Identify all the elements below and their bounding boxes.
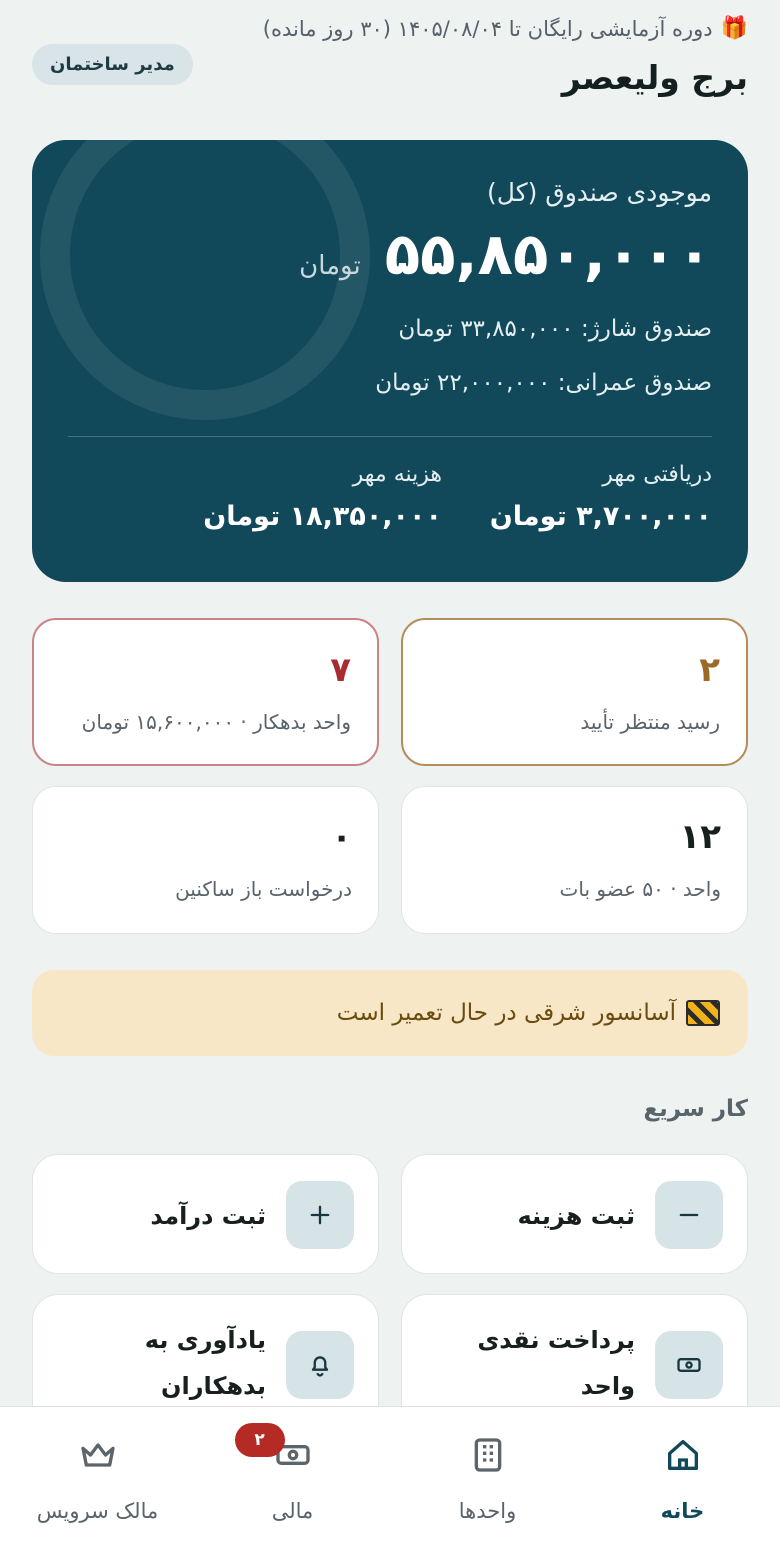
trial-text: دوره آزمایشی رایگان تا ۱۴۰۵/۰۸/۰۴ (۳۰ روز مانده) — [262, 16, 713, 41]
units-count: ۱۲ — [679, 817, 721, 857]
received-label: دریافتی مهر — [602, 462, 712, 487]
requests-card[interactable] — [32, 786, 379, 934]
card-divider — [68, 436, 712, 437]
monthly-received — [490, 462, 712, 532]
record-expense-button[interactable] — [401, 1154, 748, 1274]
pending-receipts-card[interactable] — [401, 618, 748, 766]
total-balance-label: موجودی صندوق (کل) — [487, 178, 712, 207]
construction-fund: صندوق عمرانی: ۲۲,۰۰۰,۰۰۰ تومان — [375, 370, 712, 396]
cash-payment-label: پرداخت نقدی واحد — [477, 1326, 635, 1400]
crown-icon — [78, 1435, 118, 1475]
remind-debtors-label: یادآوری به بدهکاران — [144, 1326, 266, 1400]
nav-home[interactable] — [585, 1407, 780, 1560]
debtor-count: ۷ — [330, 650, 351, 690]
quick-actions-title: کار سریع — [643, 1096, 748, 1122]
bottom-navigation — [0, 1406, 780, 1560]
finance-badge: ۲ — [235, 1423, 285, 1457]
total-balance-row — [299, 220, 712, 288]
nav-service-owner-label: مالک سرویس — [36, 1499, 159, 1523]
expense-value: ۱۸,۳۵۰,۰۰۰ تومان — [203, 501, 442, 532]
pending-count: ۲ — [699, 650, 720, 690]
total-balance-unit: تومان — [299, 251, 361, 281]
nav-finance-label: مالی — [271, 1499, 314, 1523]
record-income-button[interactable] — [32, 1154, 379, 1274]
announcement-banner[interactable] — [32, 970, 748, 1056]
nav-units[interactable] — [390, 1407, 585, 1560]
requests-count: ۰ — [331, 817, 352, 857]
debtor-label: واحد بدهکار · ۱۵,۶۰۰,۰۰۰ تومان — [81, 710, 351, 734]
cash-icon — [655, 1331, 723, 1399]
fund-balance-card[interactable] — [32, 140, 748, 582]
record-income-label: ثبت درآمد — [150, 1202, 266, 1230]
nav-home-label: خانه — [660, 1499, 705, 1523]
charge-fund: صندوق شارژ: ۳۳,۸۵۰,۰۰۰ تومان — [398, 316, 712, 342]
construction-icon — [686, 1000, 720, 1026]
role-badge[interactable]: مدیر ساختمان — [32, 44, 193, 85]
nav-finance[interactable] — [195, 1407, 390, 1560]
pending-label: رسید منتظر تأیید — [580, 710, 720, 734]
bell-icon — [286, 1331, 354, 1399]
requests-label: درخواست باز ساکنین — [175, 877, 352, 901]
total-balance-amount: ۵۵,۸۵۰,۰۰۰ — [384, 220, 712, 288]
expense-label: هزینه مهر — [352, 462, 442, 487]
minus-icon — [655, 1181, 723, 1249]
trial-banner — [32, 16, 748, 41]
announcement-text: آسانسور شرقی در حال تعمیر است — [336, 1000, 676, 1026]
nav-service-owner[interactable] — [0, 1407, 195, 1560]
units-card[interactable] — [401, 786, 748, 934]
record-expense-label: ثبت هزینه — [517, 1202, 635, 1230]
home-icon — [663, 1435, 703, 1475]
building-icon — [468, 1435, 508, 1475]
received-value: ۳,۷۰۰,۰۰۰ تومان — [489, 501, 712, 532]
debtor-units-card[interactable] — [32, 618, 379, 766]
gift-icon: 🎁 — [720, 16, 748, 41]
nav-units-label: واحدها — [458, 1499, 517, 1523]
units-label: واحد · ۵۰ عضو بات — [559, 877, 721, 901]
plus-icon — [286, 1181, 354, 1249]
building-title: برج ولیعصر — [561, 58, 748, 97]
monthly-expense — [203, 462, 442, 532]
